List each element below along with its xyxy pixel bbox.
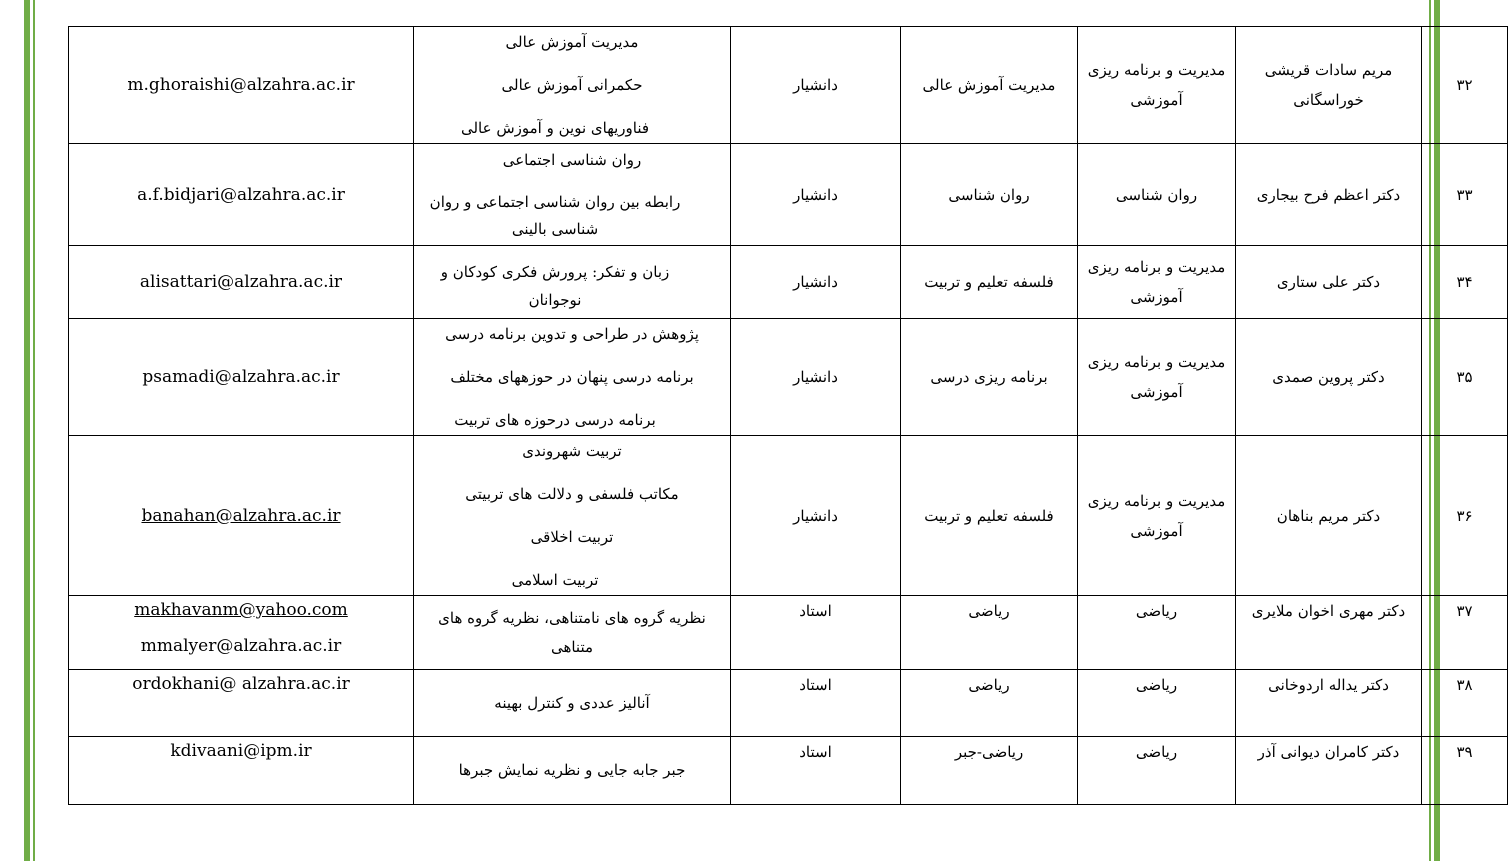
department: ریاضی xyxy=(1078,596,1236,670)
table-row xyxy=(69,144,1508,246)
faculty-name: دکتر کامران دیوانی آذر xyxy=(1236,737,1422,805)
interest-item: جبر جابه جایی و نظریه نمایش جبرها xyxy=(458,761,686,779)
academic-rank: استاد xyxy=(731,670,901,737)
academic-rank: استاد xyxy=(731,596,901,670)
specialization: ریاضی-جبر xyxy=(901,737,1078,805)
interest-item: روان شناسی اجتماعی xyxy=(502,151,642,169)
interest-item: برنامه درسی درحوزه های تربیت xyxy=(454,410,656,429)
faculty-table xyxy=(68,26,1508,805)
specialization: برنامه ریزی درسی xyxy=(901,319,1078,436)
interest-item: تربیت اخلاقی xyxy=(530,527,614,546)
research-interests xyxy=(414,246,731,319)
email-link[interactable]: banahan@alzahra.ac.ir xyxy=(141,505,341,526)
email-link[interactable]: ordokhani@ alzahra.ac.ir xyxy=(132,674,350,694)
interest-item: نظریه گروه های نامتناهی، نظریه گروه های متناهی xyxy=(438,608,706,656)
academic-rank: دانشیار xyxy=(731,319,901,436)
table-row xyxy=(69,27,1508,144)
research-interests xyxy=(414,596,731,670)
faculty-name: دکتر علی ستاری xyxy=(1236,246,1422,319)
table-row xyxy=(69,319,1508,436)
email-link[interactable]: m.ghoraishi@alzahra.ac.ir xyxy=(127,75,355,95)
specialization: فلسفه تعلیم و تربیت xyxy=(901,246,1078,319)
email-cell xyxy=(69,144,414,246)
faculty-name: دکتر یداله اردوخانی xyxy=(1236,670,1422,737)
row-number: ۳۴ xyxy=(1422,246,1508,319)
interest-item: آنالیز عددی و کنترل بهینه xyxy=(494,693,650,712)
research-interests xyxy=(414,319,731,436)
department: مدیریت و برنامه ریزی آموزشی xyxy=(1078,27,1236,144)
table-row xyxy=(69,596,1508,670)
research-interests xyxy=(414,737,731,805)
academic-rank: دانشیار xyxy=(731,27,901,144)
research-interests xyxy=(414,27,731,144)
email-cell xyxy=(69,436,414,596)
specialization: روان شناسی xyxy=(901,144,1078,246)
email-link[interactable]: alisattari@alzahra.ac.ir xyxy=(139,272,343,292)
email-cell xyxy=(69,737,414,805)
email-cell xyxy=(69,319,414,436)
academic-rank: دانشیار xyxy=(731,144,901,246)
row-number: ۳۹ xyxy=(1422,737,1508,805)
table-row xyxy=(69,737,1508,805)
department: ریاضی xyxy=(1078,737,1236,805)
row-number: ۳۷ xyxy=(1422,596,1508,670)
faculty-name: دکتر مریم بناهان xyxy=(1236,436,1422,596)
email-link[interactable]: a.f.bidjari@alzahra.ac.ir xyxy=(137,184,345,205)
page-border-left-thick xyxy=(24,0,30,861)
table-row xyxy=(69,670,1508,737)
interest-item: رابطه بین روان شناسی اجتماعی و روان شناسی بالینی xyxy=(429,193,681,238)
row-number: ۳۲ xyxy=(1422,27,1508,144)
faculty-name: دکتر مهری اخوان ملایری xyxy=(1236,596,1422,670)
interest-item: حکمرانی آموزش عالی xyxy=(501,75,643,94)
specialization: مدیریت آموزش عالی xyxy=(901,27,1078,144)
row-number: ۳۳ xyxy=(1422,144,1508,246)
email-link[interactable]: mmalyer@alzahra.ac.ir xyxy=(140,636,342,656)
interest-item: مدیریت آموزش عالی xyxy=(505,32,639,51)
department: ریاضی xyxy=(1078,670,1236,737)
email-cell xyxy=(69,246,414,319)
department: مدیریت و برنامه ریزی آموزشی xyxy=(1078,436,1236,596)
interest-item: فناوریهای نوین و آموزش عالی xyxy=(460,118,650,137)
specialization: ریاضی xyxy=(901,670,1078,737)
email-link[interactable]: kdivaani@ipm.ir xyxy=(170,741,312,761)
faculty-name: دکتر پروین صمدی xyxy=(1236,319,1422,436)
email-link[interactable]: makhavanm@yahoo.com xyxy=(134,600,348,620)
row-number: ۳۶ xyxy=(1422,436,1508,596)
row-number: ۳۸ xyxy=(1422,670,1508,737)
interest-item: تربیت شهروندی xyxy=(522,441,622,460)
specialization: فلسفه تعلیم و تربیت xyxy=(901,436,1078,596)
email-cell xyxy=(69,670,414,737)
department: مدیریت و برنامه ریزی آموزشی xyxy=(1078,319,1236,436)
email-cell xyxy=(69,596,414,670)
faculty-name: دکتر اعظم فرح بیجاری xyxy=(1236,144,1422,246)
academic-rank: استاد xyxy=(731,737,901,805)
interest-item: برنامه درسی پنهان در حوزههای مختلف xyxy=(450,367,694,386)
department: مدیریت و برنامه ریزی آموزشی xyxy=(1078,246,1236,319)
academic-rank: دانشیار xyxy=(731,436,901,596)
row-number: ۳۵ xyxy=(1422,319,1508,436)
research-interests xyxy=(414,670,731,737)
table-row xyxy=(69,246,1508,319)
department: روان شناسی xyxy=(1078,144,1236,246)
email-link[interactable]: psamadi@alzahra.ac.ir xyxy=(142,367,340,387)
research-interests xyxy=(414,436,731,596)
academic-rank: دانشیار xyxy=(731,246,901,319)
interest-item: مکاتب فلسفی و دلالت های تربیتی xyxy=(465,484,679,503)
interest-item: پژوهش در طراحی و تدوین برنامه درسی xyxy=(445,324,699,343)
faculty-name: مریم سادات قریشی خوراسگانی xyxy=(1236,27,1422,144)
table-row xyxy=(69,436,1508,596)
email-cell xyxy=(69,27,414,144)
interest-item: زبان و تفکر: پرورش فکری کودکان و نوجوانان xyxy=(440,263,670,309)
specialization: ریاضی xyxy=(901,596,1078,670)
interest-item: تربیت اسلامی xyxy=(511,570,599,589)
page-border-left-thin xyxy=(33,0,35,861)
research-interests xyxy=(414,144,731,246)
